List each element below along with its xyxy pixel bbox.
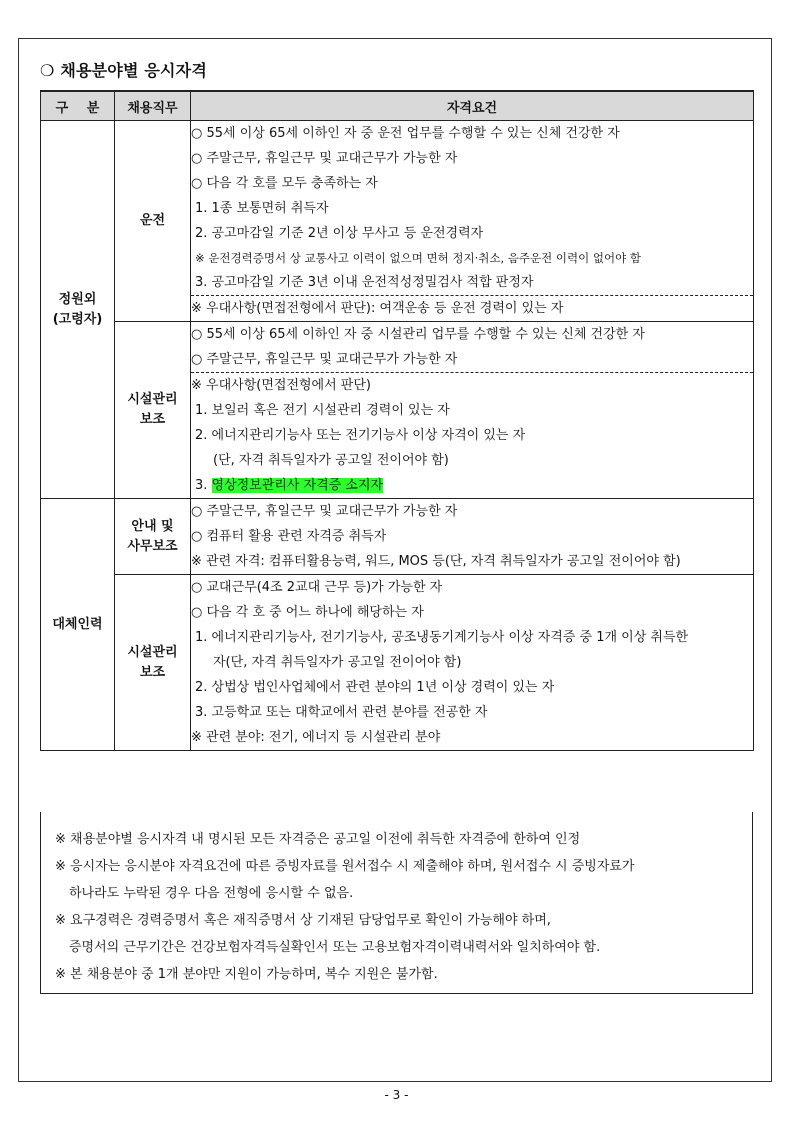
category-label: 정원외 (58, 291, 97, 307)
category-sub-label: (고령자) (52, 311, 103, 327)
preference-cell (191, 296, 754, 322)
preference-line (191, 473, 753, 498)
requirement-line: 3. 고등학교 또는 대학교에서 관련 분야를 전공한 자 (195, 705, 488, 720)
requirements-cell (191, 575, 754, 751)
requirement-line: ※ 관련 자격: 컴퓨터활용능력, 워드, MOS 등(단, 자격 취득일자가 공고일 전이어야 함) (191, 554, 681, 569)
preference-line: (단, 자격 취득일자가 공고일 전이어야 함) (213, 453, 449, 468)
table-row (41, 499, 754, 575)
table-row (41, 575, 754, 751)
requirements-cell (191, 322, 754, 373)
preference-line: ※ 우대사항(면접전형에서 판단): 여객운송 등 운전 경력이 있는 자 (191, 301, 564, 316)
page-number: - 3 - (384, 1088, 409, 1102)
note-line: ※ 본 채용분야 중 1개 분야만 지원이 가능하며, 복수 지원은 불가함. (55, 967, 438, 982)
requirement-note: ※ 관련 분야: 전기, 에너지 등 시설관리 분야 (191, 730, 441, 745)
header-job: 채용직무 (115, 91, 191, 121)
requirement-note: ※ 운전경력증명서 상 교통사고 이력이 없으며 면허 정지·취소, 음주운전 이력이 없어야 함 (195, 251, 641, 265)
table-row (41, 121, 754, 296)
job-label: 시설관리 (127, 392, 178, 407)
category-cell (41, 499, 115, 751)
requirement-line: ○ 컴퓨터 활용 관련 자격증 취득자 (191, 529, 387, 544)
requirement-line: 1. 에너지관리기능사, 전기기능사, 공조냉동기계기능사 이상 자격증 중 1개 이상 취득한 (195, 630, 689, 645)
note-line: ※ 요구경력은 경력증명서 혹은 재직증명서 상 기재된 담당업무로 확인이 가능해야 하며, (55, 913, 551, 928)
requirement-line: 3. 공고마감일 기준 3년 이내 운전적성정밀검사 적합 판정자 (195, 275, 534, 290)
requirement-line: ○ 주말근무, 휴일근무 및 교대근무가 가능한 자 (191, 151, 458, 166)
qualification-table (40, 90, 754, 751)
job-sub-label: 보조 (139, 412, 166, 427)
requirements-cell (191, 499, 754, 575)
category-cell (41, 121, 115, 499)
note-line: ※ 채용분야별 응시자격 내 명시된 모든 자격증은 공고일 이전에 취득한 자격증에 한하여 인정 (55, 832, 581, 847)
requirement-line: 자(단, 자격 취득일자가 공고일 전이어야 함) (213, 655, 462, 670)
requirement-line: 2. 공고마감일 기준 2년 이상 무사고 등 운전경력자 (195, 226, 484, 241)
requirement-line: ○ 주말근무, 휴일근무 및 교대근무가 가능한 자 (191, 504, 458, 519)
job-cell (115, 499, 191, 575)
requirements-cell (191, 121, 754, 296)
table-header-row (41, 91, 754, 121)
requirement-line: ○ 55세 이상 65세 이하인 자 중 시설관리 업무를 수행할 수 있는 신체 건강한 자 (191, 327, 645, 342)
requirement-line: ○ 주말근무, 휴일근무 및 교대근무가 가능한 자 (191, 352, 458, 367)
job-label: 시설관리 (127, 644, 178, 660)
header-requirements: 자격요건 (191, 91, 754, 121)
section-title: ❍ 채용분야별 응시자격 (40, 61, 207, 80)
highlighted-text: 영상정보관리사 자격증 소지자 (211, 478, 384, 493)
header-category: 구 분 (41, 91, 115, 121)
requirement-line: ○ 교대근무(4조 2교대 근무 등)가 가능한 자 (191, 580, 443, 595)
requirement-line: ○ 다음 각 호를 모두 충족하는 자 (191, 176, 378, 191)
requirement-line: ○ 55세 이상 65세 이하인 자 중 운전 업무를 수행할 수 있는 신체 건강한 자 (191, 126, 620, 141)
preference-number: 3. (195, 478, 212, 493)
requirement-line: ○ 다음 각 호 중 어느 하나에 해당하는 자 (191, 605, 424, 620)
requirement-line: 2. 상법상 법인사업체에서 관련 분야의 1년 이상 경력이 있는 자 (195, 680, 555, 695)
preference-line: 2. 에너지관리기능사 또는 전기기능사 이상 자격이 있는 자 (195, 428, 526, 443)
job-cell (115, 322, 191, 499)
table-row (41, 322, 754, 373)
note-line: 증명서의 근무기간은 건강보험자격득실확인서 또는 고용보험자격이력내력서와 일치하여야 함. (69, 940, 601, 955)
job-cell (115, 121, 191, 322)
job-label: 안내 및 (131, 518, 174, 534)
job-sub-label: 보조 (139, 664, 166, 680)
note-line: ※ 응시자는 응시분야 자격요건에 따른 증빙자료를 원서접수 시 제출해야 하며, 원서접수 시 증빙자료가 (55, 859, 635, 874)
preference-cell (191, 373, 754, 499)
note-line: 하나라도 누락된 경우 다음 전형에 응시할 수 없음. (69, 886, 354, 901)
job-sub-label: 사무보조 (127, 538, 178, 554)
category-label: 대체인력 (52, 616, 103, 632)
preference-line: 1. 보일러 혹은 전기 시설관리 경력이 있는 자 (195, 403, 450, 418)
job-cell (115, 575, 191, 751)
notes-box (40, 812, 753, 994)
job-label: 운전 (139, 213, 166, 228)
preference-line: ※ 우대사항(면접전형에서 판단) (191, 378, 371, 393)
requirement-line: 1. 1종 보통면허 취득자 (195, 201, 329, 216)
